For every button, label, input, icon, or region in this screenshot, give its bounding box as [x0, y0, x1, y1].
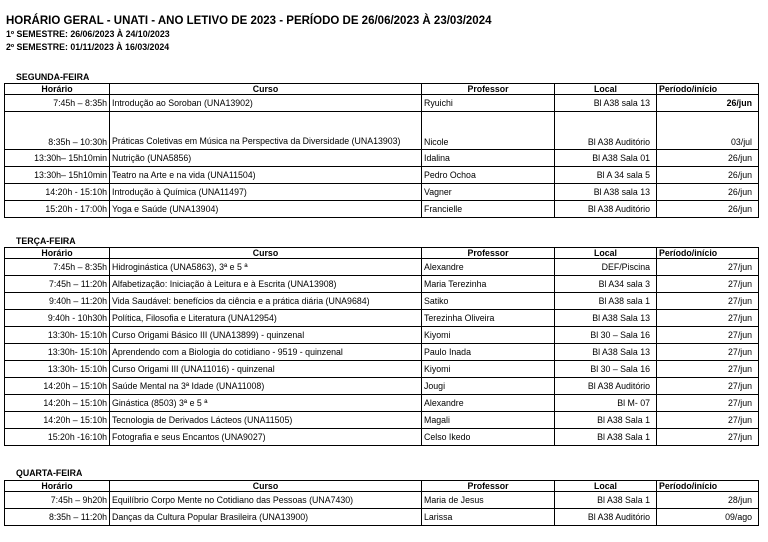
schedule-table-terca: [4, 247, 759, 446]
cell-local: Bl 30 – Sala 16: [555, 361, 657, 378]
cell-professor: Ryuichi: [422, 95, 555, 112]
cell-curso: Hidroginástica (UNA5863), 3ª e 5 ª: [110, 259, 422, 276]
cell-curso: Introdução ao Soroban (UNA13902): [110, 95, 422, 112]
col-curso: Curso: [110, 248, 422, 259]
cell-curso: Nutrição (UNA5856): [110, 150, 422, 167]
cell-horario: 7:45h – 9h20h: [5, 492, 110, 509]
cell-horario: 13:30h- 15:10h: [5, 361, 110, 378]
cell-local: Bl A38 sala 1: [555, 293, 657, 310]
cell-local: Bl A38 Auditório: [555, 378, 657, 395]
cell-professor: Jougi: [422, 378, 555, 395]
cell-horario: 14:20h - 15:10h: [5, 184, 110, 201]
table-row: [5, 201, 759, 218]
cell-local: Bl A34 sala 3: [555, 276, 657, 293]
cell-professor: Idalina: [422, 150, 555, 167]
cell-horario: 13:30h- 15:10h: [5, 344, 110, 361]
cell-professor: Paulo Inada: [422, 344, 555, 361]
col-horario: Horário: [5, 84, 110, 95]
cell-curso: Aprendendo com a Biologia do cotidiano - 9519 - quinzenal: [110, 344, 422, 361]
col-local: Local: [555, 84, 657, 95]
cell-horario: 7:45h – 8:35h: [5, 95, 110, 112]
col-periodo: Período/início: [657, 84, 759, 95]
cell-professor: Magali: [422, 412, 555, 429]
cell-horario: 14:20h – 15:10h: [5, 412, 110, 429]
table-row: [5, 95, 759, 112]
col-curso: Curso: [110, 481, 422, 492]
cell-periodo: 27/jun: [657, 412, 759, 429]
cell-horario: 7:45h – 11:20h: [5, 276, 110, 293]
table-row: [5, 344, 759, 361]
cell-local: Bl M- 07: [555, 395, 657, 412]
col-horario: Horário: [5, 481, 110, 492]
cell-horario: 15:20h -16:10h: [5, 429, 110, 446]
cell-horario: 9:40h - 10h30h: [5, 310, 110, 327]
cell-curso: Yoga e Saúde (UNA13904): [110, 201, 422, 218]
cell-professor: Satiko: [422, 293, 555, 310]
cell-professor: Celso Ikedo: [422, 429, 555, 446]
table-header-row: [5, 84, 759, 95]
cell-local: Bl A38 Sala 13: [555, 344, 657, 361]
cell-curso: Saúde Mental na 3ª Idade (UNA11008): [110, 378, 422, 395]
cell-periodo: 26/jun: [657, 167, 759, 184]
cell-periodo: 27/jun: [657, 276, 759, 293]
cell-professor: Kiyomi: [422, 361, 555, 378]
cell-horario: 7:45h – 8:35h: [5, 259, 110, 276]
cell-periodo: 27/jun: [657, 395, 759, 412]
table-row: [5, 293, 759, 310]
cell-professor: Nicole: [422, 112, 555, 150]
cell-periodo: 27/jun: [657, 361, 759, 378]
cell-periodo: 27/jun: [657, 293, 759, 310]
table-row: [5, 361, 759, 378]
table-row: [5, 492, 759, 509]
table-row: [5, 150, 759, 167]
cell-professor: Francielle: [422, 201, 555, 218]
semester-2: 2º SEMESTRE: 01/11/2023 À 16/03/2024: [6, 42, 170, 52]
cell-local: Bl A38 Auditório: [555, 509, 657, 526]
cell-professor: Vagner: [422, 184, 555, 201]
cell-periodo: 09/ago: [657, 509, 759, 526]
cell-periodo: 26/jun: [657, 150, 759, 167]
cell-periodo: 27/jun: [657, 310, 759, 327]
col-periodo: Período/início: [657, 481, 759, 492]
cell-curso: Equilíbrio Corpo Mente no Cotidiano das Pessoas (UNA7430): [110, 492, 422, 509]
col-local: Local: [555, 481, 657, 492]
table-row: [5, 378, 759, 395]
col-professor: Professor: [422, 248, 555, 259]
cell-curso: Danças da Cultura Popular Brasileira (UNA13900): [110, 509, 422, 526]
cell-periodo: 26/jun: [657, 184, 759, 201]
cell-local: Bl A38 Sala 1: [555, 429, 657, 446]
cell-local: Bl 30 – Sala 16: [555, 327, 657, 344]
cell-local: Bl A38 Sala 1: [555, 492, 657, 509]
cell-professor: Kiyomi: [422, 327, 555, 344]
cell-horario: 13:30h– 15h10min: [5, 167, 110, 184]
cell-curso: Tecnologia de Derivados Lácteos (UNA11505): [110, 412, 422, 429]
schedule-table-segunda: [4, 83, 759, 218]
table-row: [5, 167, 759, 184]
table-row: [5, 310, 759, 327]
cell-professor: Alexandre: [422, 259, 555, 276]
cell-curso: Vida Saudável: benefícios da ciência e a prática diária (UNA9684): [110, 293, 422, 310]
cell-periodo: 28/jun: [657, 492, 759, 509]
cell-professor: Larissa: [422, 509, 555, 526]
cell-curso: Ginástica (8503) 3ª e 5 ª: [110, 395, 422, 412]
day-label-segunda: SEGUNDA-FEIRA: [16, 72, 90, 82]
table-row: [5, 327, 759, 344]
cell-professor: Alexandre: [422, 395, 555, 412]
table-row: [5, 184, 759, 201]
cell-horario: 14:20h – 15:10h: [5, 378, 110, 395]
table-row: [5, 509, 759, 526]
cell-horario: 13:30h- 15:10h: [5, 327, 110, 344]
col-horario: Horário: [5, 248, 110, 259]
cell-local: Bl A38 Auditório: [555, 201, 657, 218]
cell-horario: 15:20h - 17:00h: [5, 201, 110, 218]
cell-periodo: 27/jun: [657, 327, 759, 344]
cell-horario: 13:30h– 15h10min: [5, 150, 110, 167]
table-row: [5, 429, 759, 446]
cell-periodo: 26/jun: [657, 201, 759, 218]
table-row: [5, 276, 759, 293]
cell-local: Bl A38 Sala 13: [555, 310, 657, 327]
day-label-quarta: QUARTA-FEIRA: [16, 468, 83, 478]
cell-curso: Curso Origami Básico III (UNA13899) - quinzenal: [110, 327, 422, 344]
table-row: [5, 395, 759, 412]
cell-professor: Pedro Ochoa: [422, 167, 555, 184]
table-row: [5, 259, 759, 276]
cell-periodo: 27/jun: [657, 429, 759, 446]
table-header-row: [5, 481, 759, 492]
page-title: HORÁRIO GERAL - UNATI - ANO LETIVO DE 2023 - PERÍODO DE 26/06/2023 À 23/03/2024: [6, 15, 492, 27]
cell-local: DEF/Piscina: [555, 259, 657, 276]
cell-periodo: 26/jun: [657, 95, 759, 112]
col-curso: Curso: [110, 84, 422, 95]
semester-1: 1º SEMESTRE: 26/06/2023 À 24/10/2023: [6, 29, 170, 39]
col-professor: Professor: [422, 84, 555, 95]
cell-local: Bl A38 sala 13: [555, 184, 657, 201]
table-row: [5, 112, 759, 150]
cell-horario: 8:35h – 10:30h: [5, 112, 110, 150]
document-header: [6, 14, 492, 54]
cell-local: Bl A38 Auditório: [555, 112, 657, 150]
day-label-terca: TERÇA-FEIRA: [16, 236, 76, 246]
cell-periodo: 27/jun: [657, 259, 759, 276]
cell-horario: 9:40h – 11:20h: [5, 293, 110, 310]
cell-periodo: 27/jun: [657, 344, 759, 361]
cell-curso: Práticas Coletivas em Música na Perspectiva da Diversidade (UNA13903): [110, 112, 422, 150]
cell-local: Bl A38 Sala 1: [555, 412, 657, 429]
cell-curso: Política, Filosofia e Literatura (UNA12954): [110, 310, 422, 327]
table-row: [5, 412, 759, 429]
schedule-table-quarta: [4, 480, 759, 526]
cell-curso: Fotografia e seus Encantos (UNA9027): [110, 429, 422, 446]
table-header-row: [5, 248, 759, 259]
cell-professor: Maria de Jesus: [422, 492, 555, 509]
cell-curso: Introdução à Química (UNA11497): [110, 184, 422, 201]
cell-professor: Terezinha Oliveira: [422, 310, 555, 327]
cell-horario: 14:20h – 15:10h: [5, 395, 110, 412]
col-local: Local: [555, 248, 657, 259]
cell-local: Bl A38 Sala 01: [555, 150, 657, 167]
cell-horario: 8:35h – 11:20h: [5, 509, 110, 526]
cell-curso: Teatro na Arte e na vida (UNA11504): [110, 167, 422, 184]
col-periodo: Período/início: [657, 248, 759, 259]
cell-periodo: 03/jul: [657, 112, 759, 150]
cell-curso: Curso Origami III (UNA11016) - quinzenal: [110, 361, 422, 378]
col-professor: Professor: [422, 481, 555, 492]
cell-professor: Maria Terezinha: [422, 276, 555, 293]
cell-local: Bl A 34 sala 5: [555, 167, 657, 184]
cell-curso: Alfabetização: Iniciação à Leitura e à Escrita (UNA13908): [110, 276, 422, 293]
cell-periodo: 27/jun: [657, 378, 759, 395]
cell-local: Bl A38 sala 13: [555, 95, 657, 112]
